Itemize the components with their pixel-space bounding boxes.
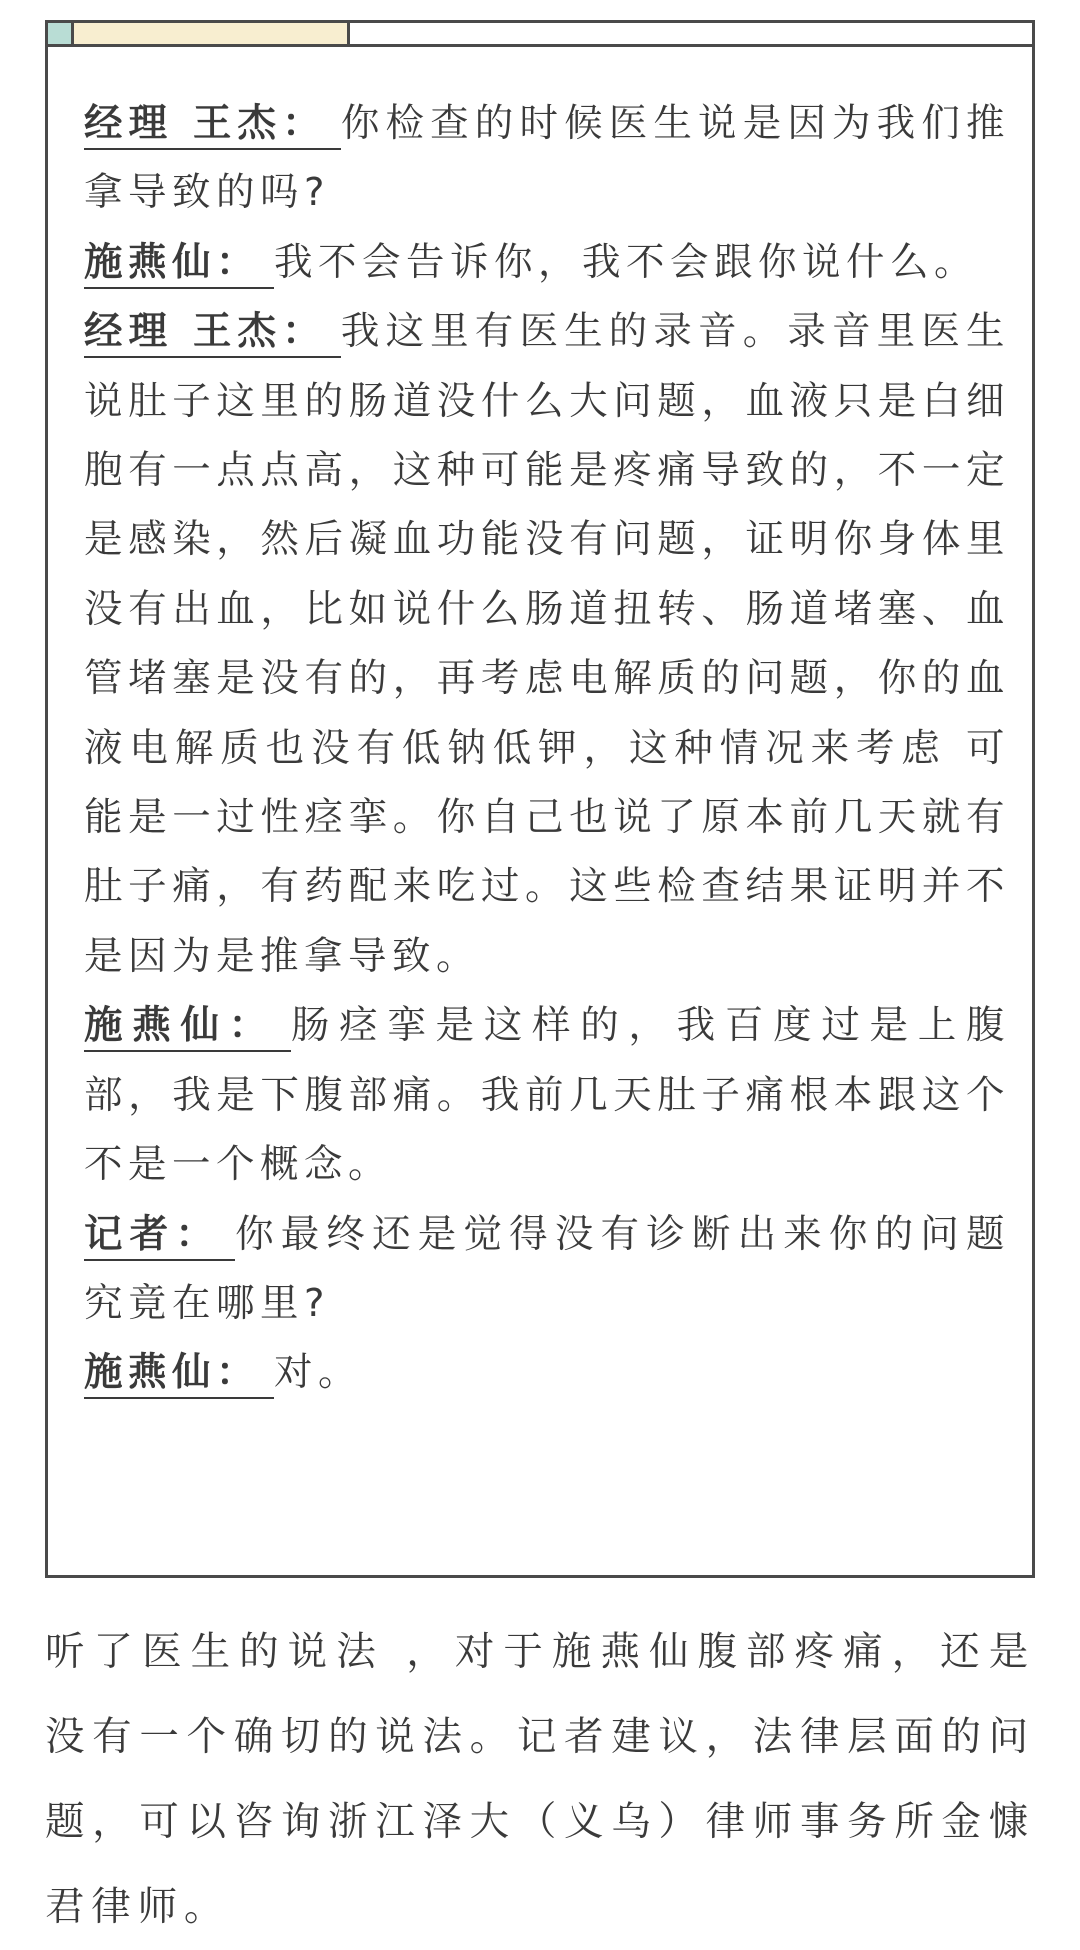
dialogue-text: 你检查的时候医生说是因为我们推拿导致的吗?: [84, 101, 1010, 216]
dialogue-line: [84, 1338, 1010, 1407]
header-cream-tab: [74, 23, 350, 44]
dialogue-line: [84, 1200, 1010, 1339]
narration-paragraph: 听了医生的说法 ，对于施燕仙腹部疼痛，还是没有一个确切的说法。记者建议，法律层面的问题，可以咨询浙江泽大（义乌）律师事务所金慷君律师。: [45, 1629, 1035, 1930]
speaker-label: 施燕仙：: [84, 240, 274, 289]
speaker-label: 经理 王杰：: [84, 309, 341, 358]
speaker-label: 记者：: [84, 1212, 235, 1261]
speaker-label: 施燕仙：: [84, 1003, 291, 1052]
dialogue-box: [45, 20, 1035, 1578]
dialogue-line: [84, 297, 1010, 991]
dialogue-text: 我这里有医生的录音。录音里医生说肚子这里的肠道没什么大问题，血液只是白细胞有一点点高，这种可能是疼痛导致的，不一定是感染，然后凝血功能没有问题，证明你身体里没有出血，比如说什么肠道扭转、肠道堵塞、血管堵塞是没有的，再考虑电解质的问题，你的血液电解质也没有低钠低钾，这种情况来考虑 可能是一过性痉挛。你自己也说了原本前几天就有肚子痛，有药配来吃过。这些检查结果证明并不是因为是推拿导致。: [84, 309, 1010, 979]
box-header-bar: [48, 23, 1032, 47]
dialogue-line: [84, 89, 1010, 228]
dialogue-text: 肠痉挛是这样的，我百度过是上腹部，我是下腹部痛。我前几天肚子痛根本跟这个不是一个概念。: [84, 1003, 1010, 1188]
speaker-label: 经理 王杰：: [84, 101, 341, 150]
header-teal-tab: [48, 23, 74, 44]
dialogue-line: [84, 228, 1010, 297]
dialogue-line: [84, 991, 1010, 1199]
dialogue-text: 我不会告诉你，我不会跟你说什么。: [274, 239, 979, 285]
dialogue-text: 你最终还是觉得没有诊断出来你的问题究竟在哪里?: [84, 1211, 1010, 1326]
speaker-label: 施燕仙：: [84, 1350, 274, 1399]
dialogue-transcript: [84, 89, 1010, 1408]
dialogue-text: 对。: [274, 1350, 363, 1396]
